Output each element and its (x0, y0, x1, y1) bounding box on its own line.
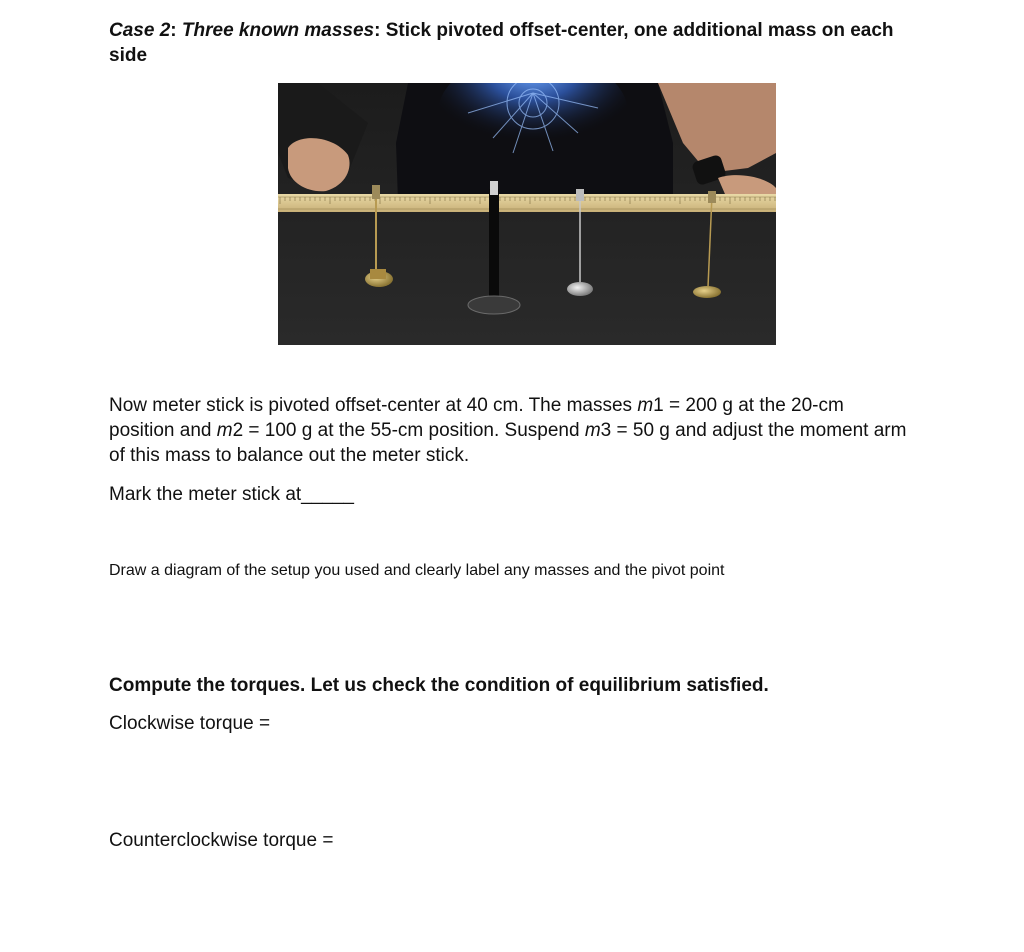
m2-symbol: m (216, 420, 233, 441)
para-text-3: 2 = 100 g at the 55-cm position. Suspend (232, 420, 585, 441)
m3-symbol: m (584, 420, 601, 441)
para-text-2: 1 = 200 g at the 20-cm position and (109, 395, 844, 441)
pivot-clamp (490, 181, 498, 195)
meter-stick-balance-photo (278, 83, 776, 345)
hanger-1-clamp (372, 185, 380, 199)
draw-diagram-instruction: Draw a diagram of the setup you used and clearly label any masses and the pivot point (109, 562, 725, 579)
case-heading (109, 18, 909, 68)
para-text-1: Now meter stick is pivoted offset-center at 40 cm. The masses (109, 395, 638, 416)
setup-paragraph (109, 393, 909, 468)
case-title-rest: : Stick pivoted offset-center, one additional mass on each side (109, 20, 894, 66)
case-label: Case 2 (109, 20, 171, 41)
counterclockwise-torque-label: Counterclockwise torque = (109, 830, 334, 851)
case-colon: : (170, 20, 182, 41)
clockwise-torque-label: Clockwise torque = (109, 713, 271, 734)
hanger-3-clamp (708, 191, 716, 203)
case-title-italic: Three known masses (181, 20, 375, 41)
pivot-base (468, 296, 520, 314)
para-text-4: 3 = 50 g and adjust the moment arm of this mass to balance out the meter stick. (109, 420, 907, 466)
pivot-stand (489, 189, 499, 309)
mark-meter-stick-prompt: Mark the meter stick at_____ (109, 484, 354, 505)
compute-torques-heading: Compute the torques. Let us check the condition of equilibrium satisfied. (109, 675, 769, 696)
m1-symbol: m (637, 395, 654, 416)
mass-m2 (693, 286, 721, 298)
mass-m3 (567, 282, 593, 296)
hanger-2-clamp (576, 189, 584, 201)
